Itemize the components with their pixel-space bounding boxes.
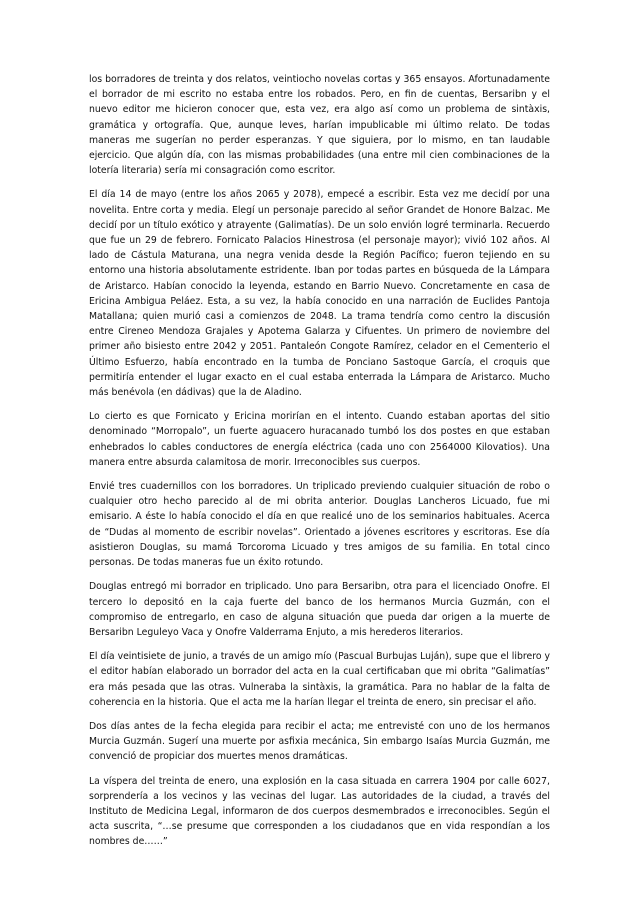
paragraph-5: Douglas entregó mi borrador en triplicado. Uno para Bersaribn, otra para el licenciado Onofre. El tercero lo depositó en la caja fuerte del banco de los hermanos Murcia Guzmán, con el compromiso de entregarlo, en caso de alguna situación que pueda dar origen a la muerte de Bersaribn Leguleyo Vaca y Onofre Valderrama Enjuto, a mis herederos literarios. (89, 581, 550, 638)
paragraph-6: El día veintisiete de junio, a través de un amigo mío (Pascual Burbujas Luján), supe que el librero y el editor habían elaborado un borrador del acta en la cual certificaban que mi obrita “Galimatías” era más pesada que las otras. Vulneraba la sintàxis, la gramática. Para no hablar de la falta de coherencia en la historia. Que el acta me la harían llegar el treinta de enero, sin precisar el año. (89, 651, 550, 708)
paragraph-8: La víspera del treinta de enero, una explosión en la casa situada en carrera 1904 por calle 6027, sorprendería a los vecinos y las vecinas del lugar. Las autoridades de la ciudad, a través del Instituto de Medicina Legal, informaron de dos cuerpos desmembrados e irreconocibles. Según el acta suscrita, “…se presume que corresponden a los ciudadanos que en vida respondían a los nombres de……” (89, 775, 550, 848)
paragraph-7: Dos días antes de la fecha elegida para recibir el acta; me entrevisté con uno de los hermanos Murcia Guzmán. Sugerí una muerte por asfixia mecánica, Sin embargo Isaías Murcia Guzmán, me convenció de propiciar dos muertes menos dramáticas. (89, 720, 550, 763)
paragraph-4: Envié tres cuadernillos con los borradores. Un triplicado previendo cualquier situación de robo o cualquier otro hecho parecido al de mi obrita anterior. Douglas Lancheros Licuado, fue mi emisario. A éste lo había conocido el día en que realicé uno de los seminarios habituales. Acerca de “Dudas al momento de escribir novelas”. Orientado a jóvenes escritores y escritoras. Ese día asistieron Douglas, su mamá Torcoroma Licuado y tres amigos de su familia. En total cinco personas. De todas maneras fue un éxito rotundo. (89, 481, 550, 569)
paragraph-2: El día 14 de mayo (entre los años 2065 y 2078), empecé a escribir. Esta vez me decidí por una novelita. Entre corta y media. Elegí un personaje parecido al señor Grandet de Honore Balzac. Me decidí por un título exótico y atrayente (Galimatías). De un solo envión logré terminarla. Recuerdo que fue un 29 de febrero. Fornicato Palacios Hinestrosa (el personaje mayor); vivió 102 años. Al lado de Cástula Maturana, una negra venida desde la Región Pacífico; fueron tejiendo en su entorno una historia absolutamente estridente. Iban por todas partes en búsqueda de la Lámpara de Aristarco. Habían conocido la leyenda, estando en Barrio Nuevo. Concretamente en casa de Ericina Ambigua Peláez. Esta, a su vez, la había conocido en una narración de Euclides Pantoja Matallana; quien murió casi a comienzos de 2048. La trama tendría como centro la discusión entre Cireneo Mendoza Grajales y Apotema Galarza y Cifuentes. Un primero de noviembre del primer año bisiesto entre 2042 y 2051. Pantaleón Congote Ramírez, celador en el Cementerio el Último Esfuerzo, había encontrado en la tumba de Ponciano Sastoque García, el croquis que permitiría entender el lugar exacto en el cual estaba enterrada la Lámpara de Aristarco. Mucho más benévola (en dádivas) que la de Aladino. (89, 189, 550, 399)
paragraph-1: los borradores de treinta y dos relatos, veintiocho novelas cortas y 365 ensayos. Afortunadamente el borrador de mi escrito no estaba entre los robados. Pero, en fin de cuentas, Bersaribn y el nuevo editor me hicieron conocer que, esta vez, era algo así como un problema de sintàxis, gramática y ortografía. Que, aunque leves, harían impublicable mi último relato. De todas maneras me sugerían no perder esperanzas. Y que siguiera, por lo mismo, en tan laudable ejercicio. Que algún día, con las mismas probabilidades (una entre mil cien combinaciones de la lotería literaria) sería mi consagración como escritor. (89, 74, 550, 177)
document-page (89, 72, 550, 859)
paragraph-3: Lo cierto es que Fornicato y Ericina morirían en el intento. Cuando estaban aportas del sitio denominado “Morropalo”, un fuerte aguacero huracanado tumbó los dos postes en que estaban enhebrados lo cables conductores de energía eléctrica (cada uno con 2564000 Kilovatios). Una manera entre absurda calamitosa de morir. Irreconocibles sus cuerpos. (89, 411, 550, 468)
